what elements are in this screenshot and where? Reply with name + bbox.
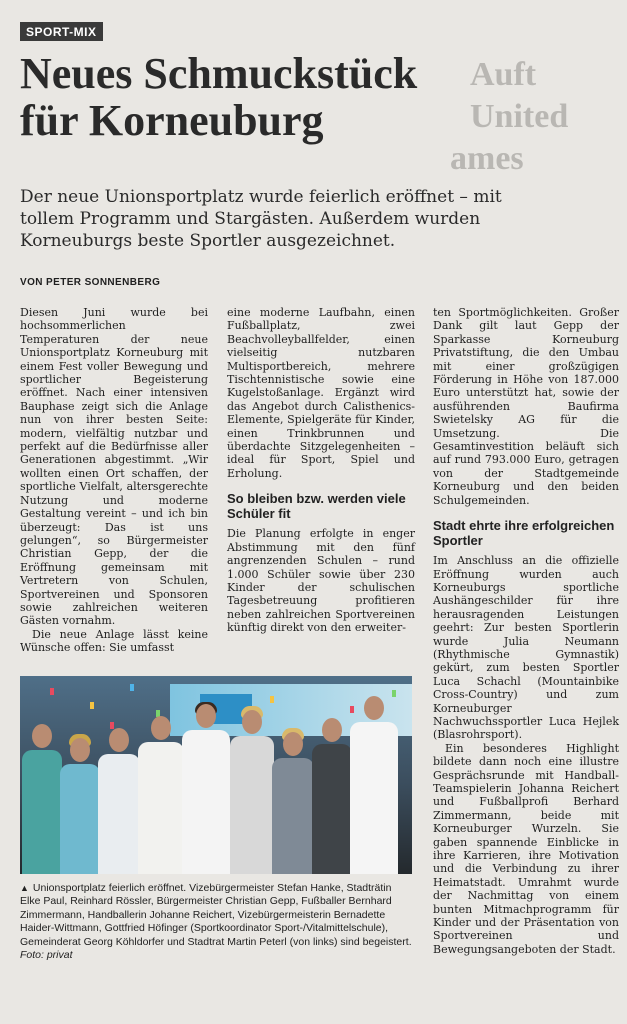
article-column-2 bbox=[227, 306, 415, 635]
paragraph: Die neue Anlage lässt keine Wünsche offen: Sie umfasst bbox=[20, 627, 208, 655]
confetti bbox=[130, 684, 134, 691]
paragraph: Diesen Juni wurde bei hochsommerlichen Temperaturen der neue Unionsportplatz Korneuburg mit einem Fest voller Bewegung und sportlicher Begeisterung eröffnet. Nach einer intensiven Bauphase zeigt sich die Anlage nun von ihrer besten Seite: modern, vielfältig nutzbar und perfekt auf die Bedürfnisse aller Generationen abgestimmt. „Wir wollten einen Ort schaffen, der sportliche Vielfalt, altersgerechte Nutzung und moderne Gestaltung vereint – und ich bin überzeugt: Das ist uns gelungen“, so Bürgermeister Christian Gepp, der die Eröffnung gemeinsam mit Vertretern von Schulen, Sportvereinen und Sponsoren sowie zahlreichen weiteren Gästen vornahm. bbox=[20, 306, 208, 628]
person bbox=[312, 700, 352, 874]
article-column-3 bbox=[433, 306, 619, 956]
byline: VON PETER SONNENBERG bbox=[20, 277, 161, 288]
bleed-through-text: ames bbox=[450, 140, 524, 177]
photo-caption bbox=[20, 882, 412, 962]
person bbox=[138, 698, 184, 874]
person bbox=[22, 704, 62, 874]
paragraph: ten Sportmöglichkeiten. Großer Dank gilt laut Gepp der Sparkasse Korneuburg Privatstiftung, die den Umbau mit einer großzügigen Förderung in Höhe von 187.000 Euro unterstützt hat, sowie der ausführenden Baufirma Swietelsky AG für die Umsetzung. Die Gesamtinvestition beläuft sich auf rund 793.000 Euro, getragen von der Stadtgemeinde Korneuburg und den beiden Schulgemeinden. bbox=[433, 306, 619, 507]
confetti bbox=[90, 702, 94, 709]
paragraph: Im Anschluss an die offizielle Eröffnung wurden auch Korneuburgs sportliche Aushängeschilder für ihre herausragenden Leistungen geehrt: Zur besten Sportlerin wurde Julia Neumann (Rhythmische Gymnastik) gekürt, zum besten Sportler Luca Schachl (Mountainbike Cross-Country) und zum Korneuburger Nachwuchssportler Luca Hejlek (Blasrohrsport). bbox=[433, 554, 619, 742]
paragraph: eine moderne Laufbahn, einen Fußballplatz, zwei Beachvolleyballfelder, einen vielseitig nutzbaren Multisportbereich, mehrere Tischtennistische sowie eine Kugelstoßanlage. Ergänzt wird das Angebot durch Calisthenics-Elemente, Spielgeräte für Kinder, einen Trinkbrunnen und überdachte Sitzgelegenheiten – ideal für Sport, Spiel und Erholung. bbox=[227, 306, 415, 480]
article-deck: Der neue Unionsportplatz wurde feierlich eröffnet – mit tollem Programm und Stargästen. Außerdem wurden Korneuburgs beste Sportler ausgezeichnet. bbox=[20, 187, 502, 251]
subheading: So bleiben bzw. werden viele Schüler fit bbox=[227, 491, 406, 522]
group-photo bbox=[20, 676, 412, 874]
person bbox=[98, 706, 140, 874]
triangle-up-icon: ▲ bbox=[20, 883, 29, 893]
bleed-through-text: United bbox=[470, 98, 569, 135]
photo-credit: Foto: privat bbox=[20, 949, 73, 962]
bleed-through-text: Auft bbox=[470, 56, 537, 93]
section-tag: SPORT-MIX bbox=[20, 22, 103, 41]
headline-line-1: Neues Schmuckstück bbox=[20, 49, 418, 98]
subheading: Stadt ehrte ihre erfolgreichen Sportler bbox=[433, 518, 615, 549]
person bbox=[272, 724, 314, 874]
person bbox=[350, 686, 398, 874]
caption-text: Unionsportplatz feierlich eröffnet. Vizebürgermeister Stefan Hanke, Stadträtin Elke Paul, Reinhard Rössler, Bürgermeister Christian Gepp, Fußballer Bernhard Zimmermann, Handballerin Johanne Reichert, Vizebürgermeisterin Bernadette Haider-Wittmann, Gottfried Höfinger (Sportkoordinator Sport-/Vitalmittelschule), Gemeinderat Georg Köhldorfer und Stadtrat Martin Peterl (von links) sind begeistert. bbox=[20, 882, 412, 948]
paragraph: Die Planung erfolgte in enger Abstimmung mit den fünf angrenzenden Schulen – rund 1.000 Schüler sowie über 230 Kinder der schulischen Tagesbetreuung profitieren neben zahlreichen Sportvereinen künftig direkt von den erweiter- bbox=[227, 527, 415, 635]
article-column-1 bbox=[20, 306, 208, 655]
headline-line-2: für Korneuburg bbox=[20, 96, 324, 145]
headline bbox=[20, 50, 580, 144]
person bbox=[60, 710, 100, 874]
confetti bbox=[50, 688, 54, 695]
paragraph: Ein besonderes Highlight bildete dann noch eine illustre Gesprächsrunde mit Handball-Teamspielerin Johanna Reichert und Fußballprofi Berhard Zimmermann, beide mit Korneuburger Wurzeln. Sie gaben spannende Einblicke in ihre Karrieren, ihre Motivation und die Verbindung zu ihrer Heimatstadt. Umrahmt wurde der Nachmittag von einem bunten Mitmachprogramm für Kinder und der Präsentation von Sportvereinen und Bewegungsangeboten der Stadt. bbox=[433, 741, 619, 956]
person bbox=[230, 692, 274, 874]
person bbox=[182, 690, 230, 874]
